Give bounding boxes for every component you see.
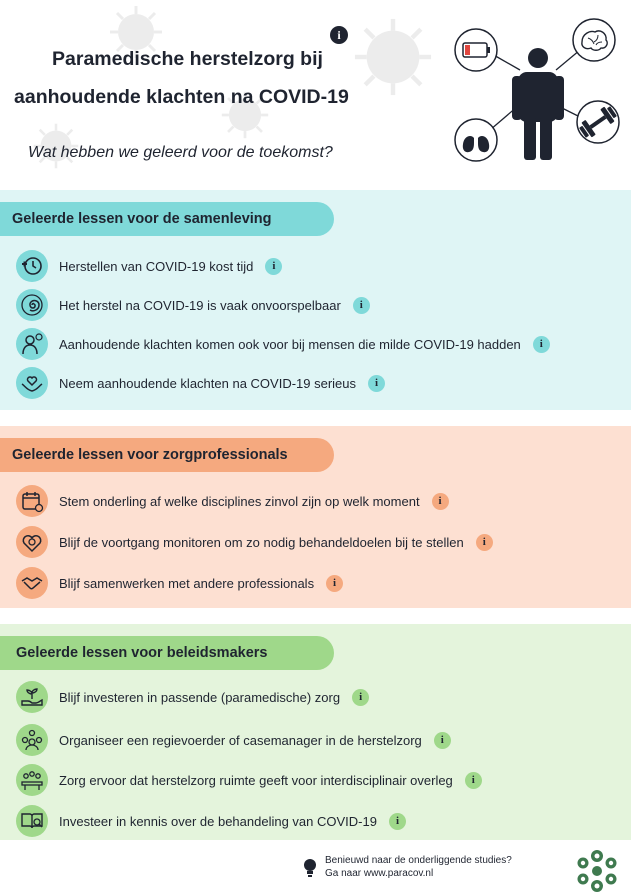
page-title-line2: aanhoudende klachten na COVID-19 [14, 86, 349, 108]
heart-hands-icon [16, 367, 48, 399]
paracov-logo-icon [574, 848, 620, 894]
section-samenleving [0, 190, 631, 410]
virus-icon [352, 16, 434, 98]
list-item-text: Aanhoudende klachten komen ook voor bij mensen die milde COVID-19 hadden [59, 336, 521, 352]
info-icon[interactable]: i [352, 689, 369, 706]
section-title: Geleerde lessen voor beleidsmakers [0, 636, 334, 670]
list-item-text: Het herstel na COVID-19 is vaak onvoorspelbaar [59, 297, 341, 313]
person-thinking-icon [16, 328, 48, 360]
person-icon [512, 48, 564, 160]
page-subtitle: Wat hebben we geleerd voor de toekomst? [28, 144, 333, 161]
list-item [16, 804, 406, 838]
info-icon[interactable]: i [326, 575, 343, 592]
list-item-text: Blijf investeren in passende (paramedische) zorg [59, 689, 341, 705]
footer [0, 844, 631, 895]
info-icon[interactable]: i [434, 732, 451, 749]
info-icon[interactable]: i [389, 813, 406, 830]
battery-low-icon [455, 29, 497, 71]
info-icon[interactable]: i [432, 493, 449, 510]
plant-hand-icon [16, 681, 48, 713]
info-icon[interactable]: i [465, 772, 482, 789]
list-item [16, 525, 493, 559]
spiral-icon [16, 289, 48, 321]
info-icon[interactable]: i [265, 258, 282, 275]
lightbulb-icon [302, 857, 318, 879]
page-title-line1: Paramedische herstelzorg bij [52, 48, 323, 70]
handshake-icon [16, 567, 48, 599]
section-title: Geleerde lessen voor de samenleving [0, 202, 334, 236]
list-item-text: Zorg ervoor dat herstelzorg ruimte geeft voor interdisciplinair overleg [59, 772, 453, 788]
section-zorgprofessionals [0, 426, 631, 608]
list-item-text: Investeer in kennis over de behandeling van COVID-19 [59, 813, 377, 829]
list-item [16, 566, 343, 600]
lungs-icon [455, 119, 497, 161]
list-item [16, 763, 482, 797]
info-icon[interactable]: i [533, 336, 550, 353]
list-item-text: Herstellen van COVID-19 kost tijd [59, 258, 254, 274]
list-item [16, 680, 369, 714]
heart-target-icon [16, 526, 48, 558]
person-illustration [452, 18, 624, 164]
calendar-icon [16, 485, 48, 517]
list-item [16, 288, 370, 322]
list-item-text: Blijf samenwerken met andere professionals [59, 575, 315, 591]
info-icon[interactable]: i [368, 375, 385, 392]
meeting-icon [16, 764, 48, 796]
list-item [16, 249, 282, 283]
footer-text [325, 854, 512, 880]
info-icon[interactable]: i [353, 297, 370, 314]
info-icon[interactable]: i [330, 26, 348, 44]
book-icon [16, 805, 48, 837]
list-item [16, 723, 451, 757]
list-item [16, 327, 550, 361]
list-item-text: Neem aanhoudende klachten na COVID-19 serieus [59, 375, 357, 391]
brain-icon [573, 19, 615, 61]
list-item [16, 366, 385, 400]
list-item-text: Stem onderling af welke disciplines zinvol zijn op welk moment [59, 493, 420, 509]
list-item [16, 484, 449, 518]
dumbbell-icon [577, 101, 619, 143]
list-item-text: Organiseer een regievoerder of casemanager in de herstelzorg [59, 732, 422, 748]
footer-link[interactable]: Ga naar www.paracov.nl [325, 868, 434, 879]
header [0, 0, 631, 190]
info-icon[interactable]: i [476, 534, 493, 551]
footer-line1: Benieuwd naar de onderliggende studies? [325, 855, 512, 866]
clock-recovery-icon [16, 250, 48, 282]
list-item-text: Blijf de voortgang monitoren om zo nodig behandeldoelen bij te stellen [59, 534, 464, 550]
section-beleidsmakers [0, 624, 631, 840]
team-icon [16, 724, 48, 756]
section-title: Geleerde lessen voor zorgprofessionals [0, 438, 334, 472]
